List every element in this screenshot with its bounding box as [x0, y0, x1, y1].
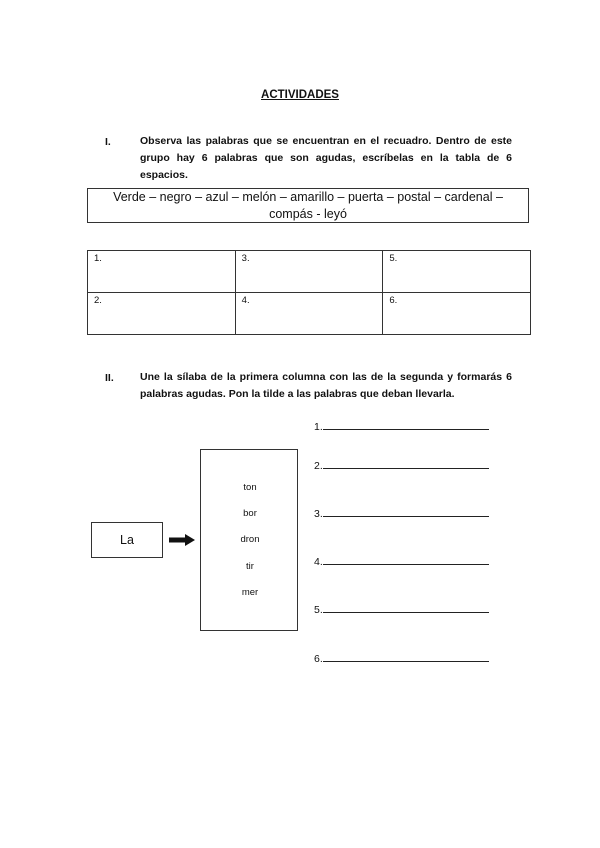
answer-blank[interactable] [323, 458, 489, 469]
syllable-bor: bor [243, 508, 257, 519]
answer-line-4[interactable] [314, 554, 489, 568]
answer-line-5[interactable] [314, 602, 489, 616]
answer-line-number: 2. [314, 460, 323, 472]
section-1-instruction-line-2: grupo hay 6 palabras que son agudas, escríbelas en la tabla de 6 espacios. [140, 152, 512, 181]
word-box-line-1: Verde – negro – azul – melón – amarillo – puerta – postal – cardenal – [113, 190, 503, 204]
answer-cell-2[interactable]: 2. [88, 293, 236, 335]
syllable-dron: dron [240, 534, 260, 545]
section-1-numeral: I. [105, 136, 111, 148]
answer-cell-1[interactable]: 1. [88, 251, 236, 293]
answer-blank[interactable] [323, 602, 489, 613]
answer-line-number: 1. [314, 421, 323, 433]
table-row [88, 251, 531, 293]
answer-cell-6[interactable]: 6. [383, 293, 531, 335]
syllable-mer: mer [241, 587, 259, 598]
answer-table [87, 250, 531, 335]
answer-cell-5[interactable]: 5. [383, 251, 531, 293]
section-2-instructions [140, 369, 512, 403]
answer-blank[interactable] [323, 554, 489, 565]
answer-cell-3[interactable]: 3. [235, 251, 383, 293]
section-1-instruction-line-1: Observa las palabras que se encuentran en el recuadro. Dentro de este [140, 135, 512, 147]
answer-line-2[interactable] [314, 458, 489, 472]
table-row [88, 293, 531, 335]
answer-blank[interactable] [323, 651, 489, 662]
answer-line-number: 4. [314, 556, 323, 568]
page-title: ACTIVIDADES [261, 89, 339, 101]
answer-line-3[interactable] [314, 506, 489, 520]
answer-blank[interactable] [323, 419, 489, 430]
answer-cell-4[interactable]: 4. [235, 293, 383, 335]
word-box [87, 188, 529, 223]
arrow-right-icon [169, 534, 195, 546]
answer-line-1[interactable] [314, 419, 489, 433]
first-syllable-box [91, 522, 163, 558]
syllable-column-box [200, 449, 298, 631]
section-2-instruction-line-1: Une la sílaba de la primera columna con las de la segunda y formarás 6 [140, 371, 512, 383]
section-2-instruction-line-2: palabras agudas. Pon la tilde a las palabras que deban llevarla. [140, 388, 455, 400]
answer-line-6[interactable] [314, 651, 489, 665]
word-box-line-2: compás - leyó [269, 207, 347, 221]
answer-line-number: 5. [314, 604, 323, 616]
section-2-numeral: II. [105, 372, 114, 384]
answer-line-number: 6. [314, 653, 323, 665]
answer-line-number: 3. [314, 508, 323, 520]
syllable-ton: ton [243, 482, 257, 493]
syllable-tir: tir [246, 561, 254, 572]
answer-blank[interactable] [323, 506, 489, 517]
first-syllable: La [120, 533, 134, 547]
section-1-instructions [140, 133, 512, 184]
